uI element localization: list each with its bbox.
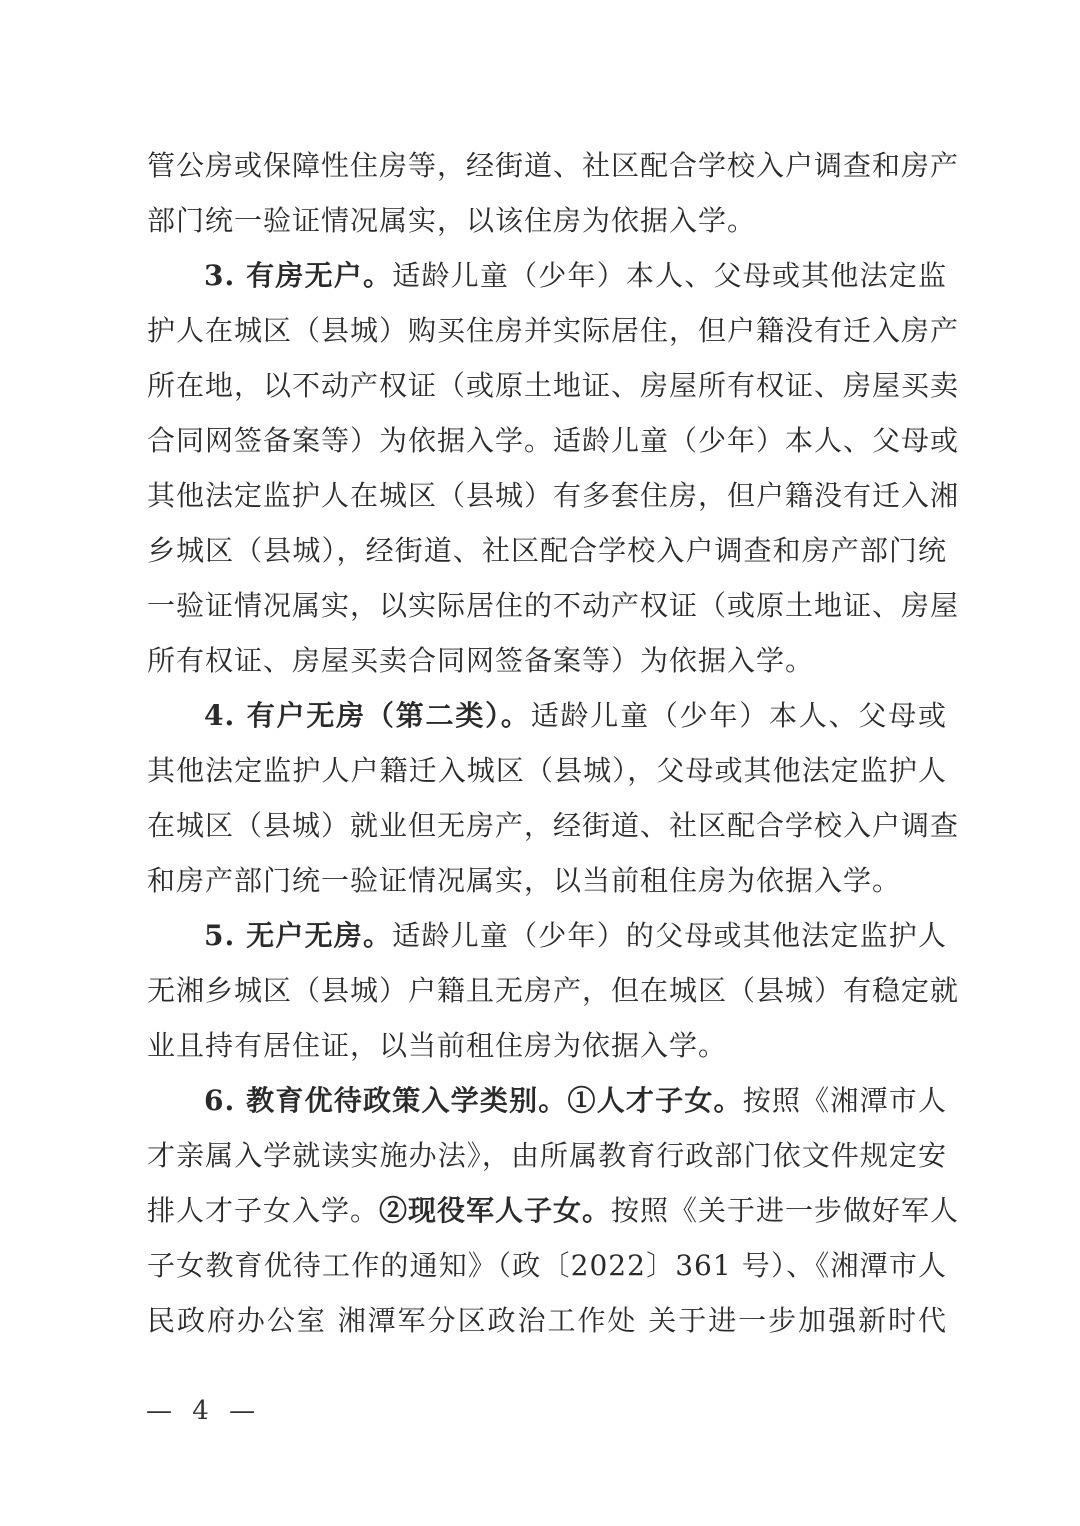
text-line: 所有权证、房屋买卖合同网签备案等）为依据入学。: [147, 644, 815, 677]
text-line: 乡城区（县城），经街道、社区配合学校入户调查和房产部门统: [147, 534, 947, 567]
text-line: 管公房或保障性住房等，经街道、社区配合学校入户调查和房产: [147, 149, 960, 182]
text-line: 无湘乡城区（县城）户籍且无房产，但在城区（县城）有稳定就: [147, 974, 960, 1007]
text-line: 合同网签备案等）为依据入学。适龄儿童（少年）本人、父母或: [147, 424, 960, 457]
text-line: 子女教育优待工作的通知》（政〔2022〕361 号）、《湘潭市人: [147, 1249, 947, 1282]
item-5-heading: 5. 无户无房。: [204, 919, 393, 952]
text-line: 和房产部门统一验证情况属实，以当前租住房为依据入学。: [147, 864, 902, 897]
line-segment: 按照《关于进一步做好军人: [611, 1194, 960, 1227]
line-segment: 排人才子女入学。: [147, 1194, 380, 1227]
item-3-text: 适龄儿童（少年）本人、父母或其他法定监: [392, 259, 947, 292]
item-5-line: [147, 908, 947, 963]
text-line: 护人在城区（县城）购买住房并实际居住，但户籍没有迁入房产: [147, 314, 960, 347]
item-4-line: [147, 688, 947, 743]
text-line: 其他法定监护人户籍迁入城区（县城），父母或其他法定监护人: [147, 754, 947, 787]
text-line: [147, 1183, 960, 1238]
item-6-line: [147, 1073, 947, 1128]
page-number: — 4 —: [146, 1396, 262, 1426]
military-children-heading: ②现役军人子女。: [379, 1194, 612, 1227]
item-4-text: 适龄儿童（少年）本人、父母或: [530, 699, 947, 732]
item-5-text: 适龄儿童（少年）的父母或其他法定监护人: [392, 919, 947, 952]
item-3-line: [147, 248, 947, 303]
item-6-text: 按照《湘潭市人: [742, 1084, 947, 1117]
text-line: 一验证情况属实，以实际居住的不动产权证（或原土地证、房屋: [147, 589, 960, 622]
text-line: 才亲属入学就读实施办法》，由所属教育行政部门依文件规定安: [147, 1139, 947, 1172]
body-text: [147, 138, 960, 1348]
text-line: 在城区（县城）就业但无房产，经街道、社区配合学校入户调查: [147, 809, 960, 842]
item-4-heading: 4. 有户无房（第二类）。: [204, 699, 531, 732]
item-6-heading: 6. 教育优待政策入学类别。①人才子女。: [204, 1084, 743, 1117]
text-line: 部门统一验证情况属实，以该住房为依据入学。: [147, 204, 757, 237]
item-3-heading: 3. 有房无户。: [204, 259, 393, 292]
text-line: 其他法定监护人在城区（县城）有多套住房，但户籍没有迁入湘: [147, 479, 960, 512]
text-line: 业且持有居住证，以当前租住房为依据入学。: [147, 1029, 728, 1062]
text-line: 所在地，以不动产权证（或原土地证、房屋所有权证、房屋买卖: [147, 369, 960, 402]
text-line: 民政府办公室 湘潭军分区政治工作处 关于进一步加强新时代: [147, 1304, 947, 1337]
